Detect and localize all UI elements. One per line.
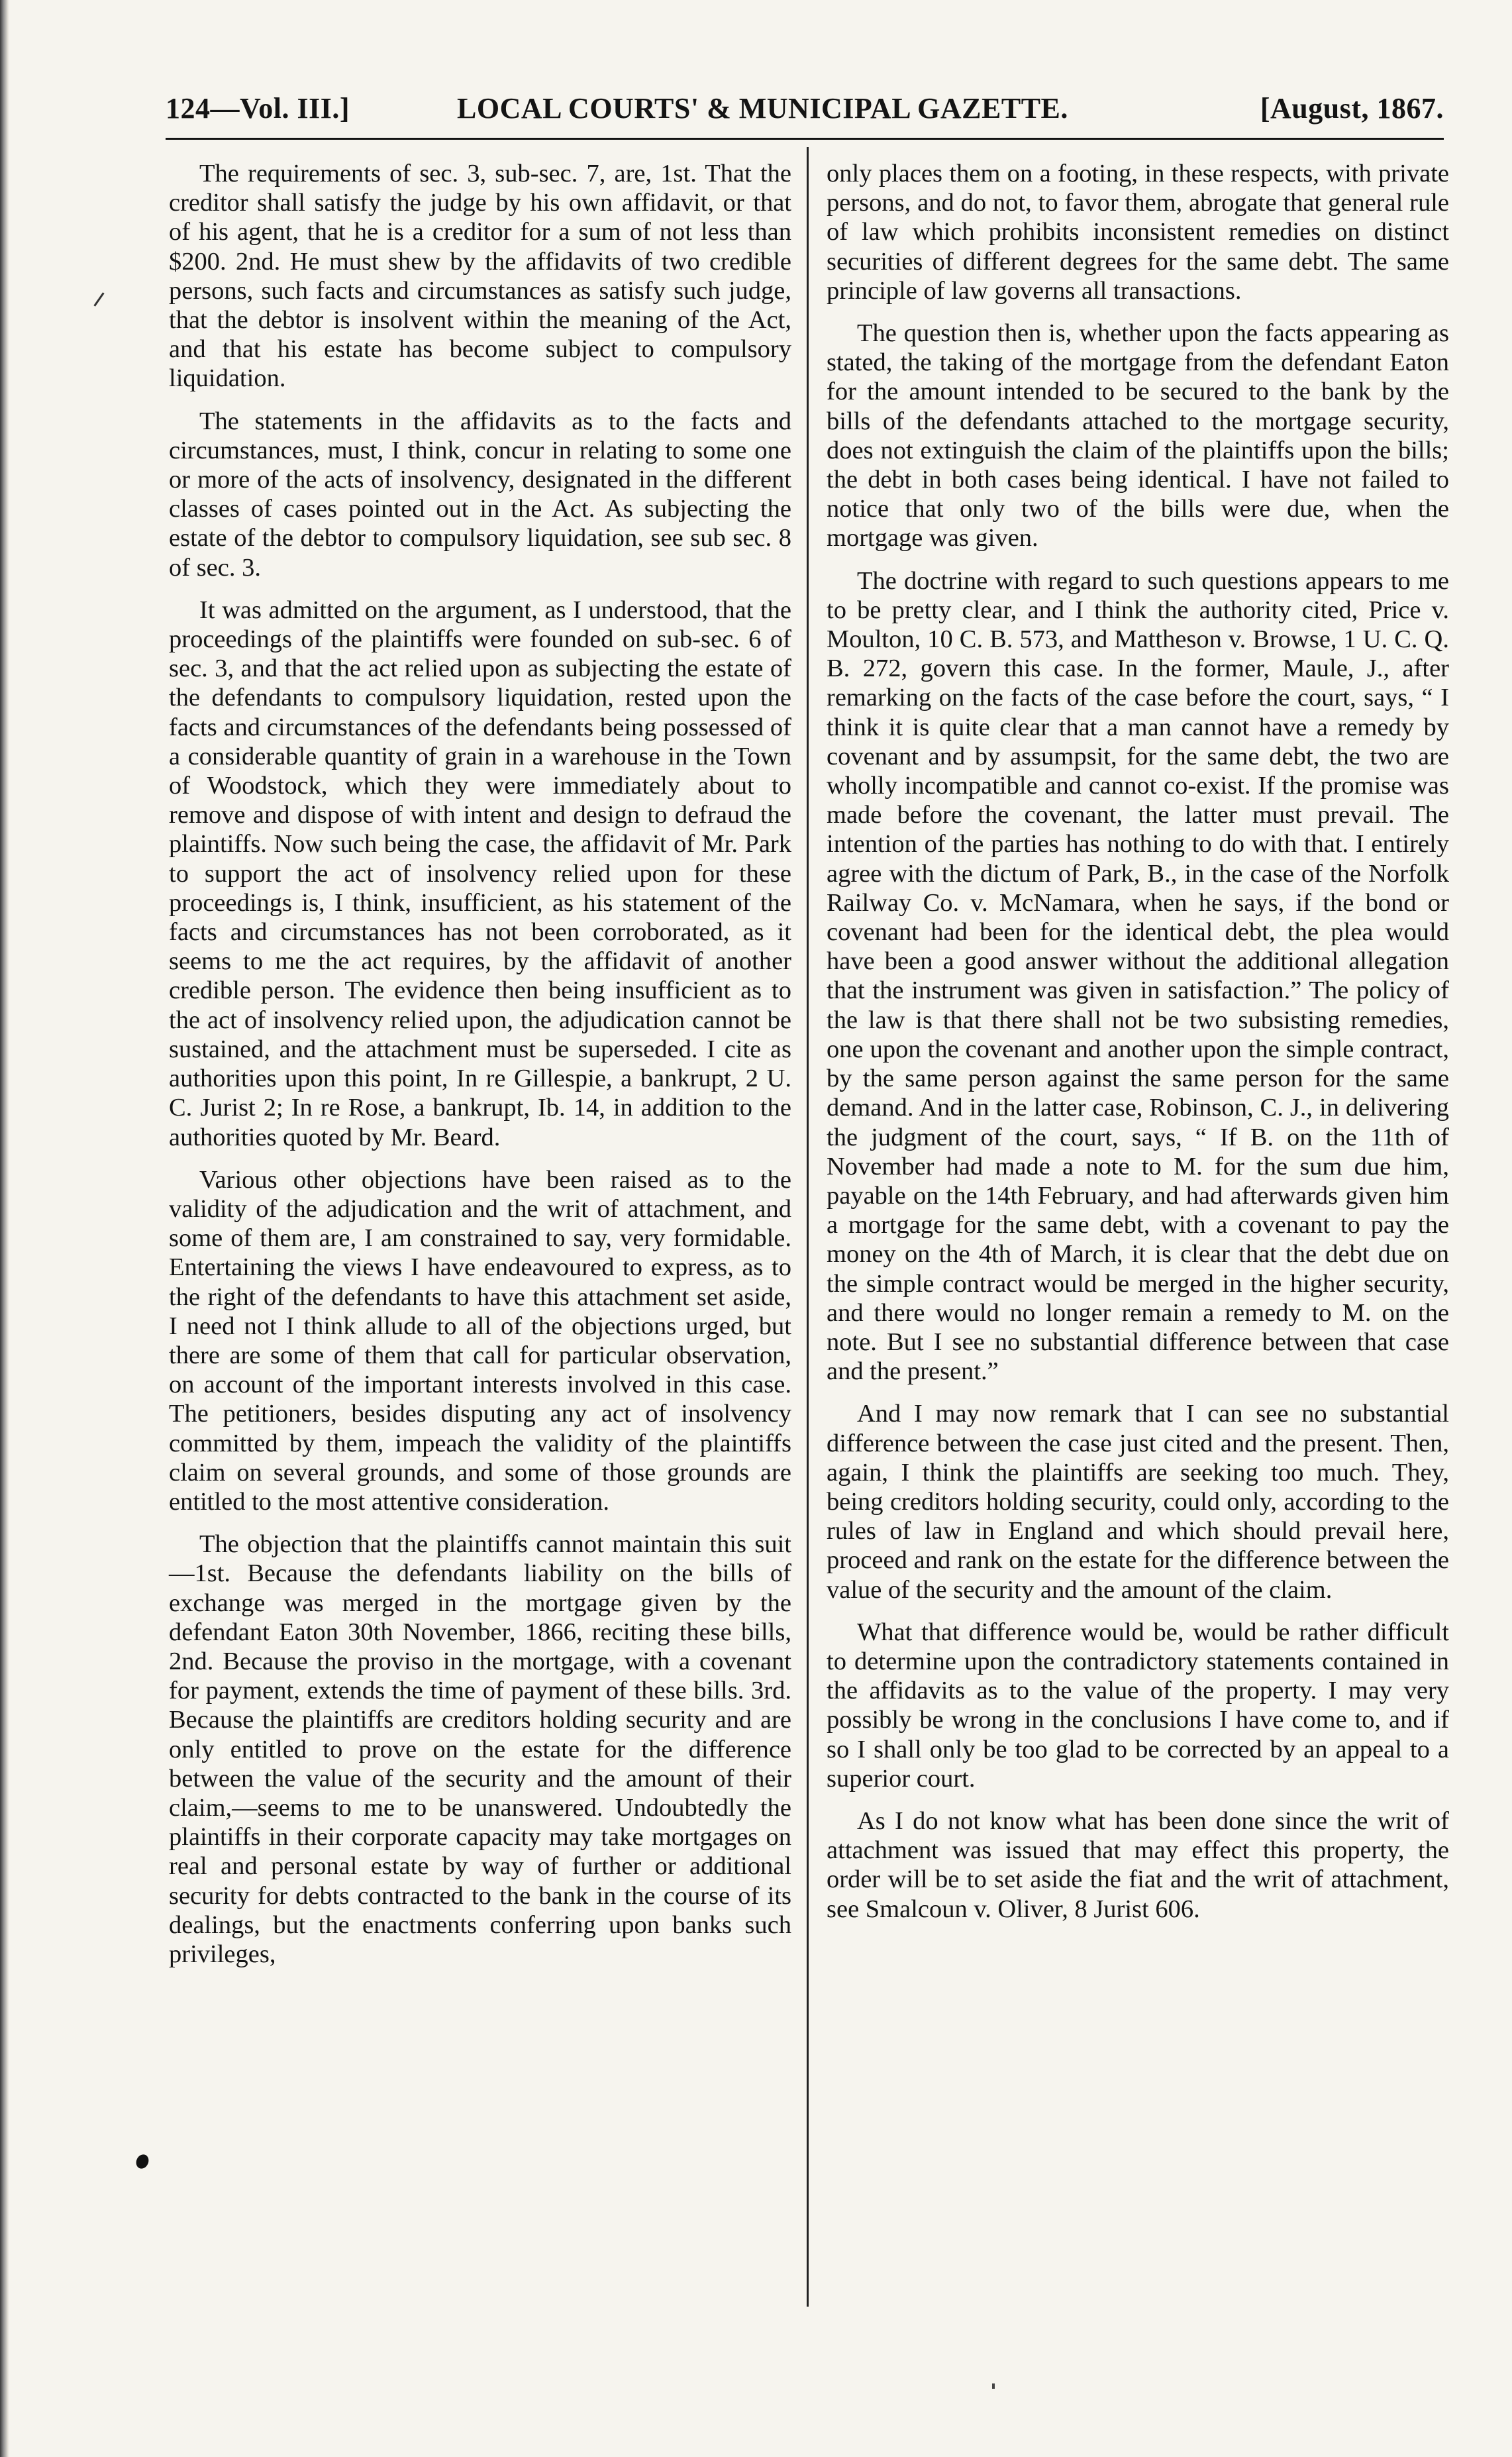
binding-edge-shadow [0, 0, 9, 2457]
paragraph: The objection that the plaintiffs cannot maintain this suit—1st. Because the defendants liability on the bills of exchange was merged in the mortgage given by the defendant Eaton 30th November, 1866, reciting these bills, 2nd. Because the proviso in the mortgage, with a covenant for payment, extends the time of payment of these bills. 3rd. Because the plaintiffs are creditors holding security and are only entitled to prove on the estate for the difference between the value of the security and the amount of their claim,—seems to me to be unanswered. Undoubtedly the plaintiffs in their corporate capacity may take mortgages on real and personal estate by way of further or additional security for debts contracted to the bank in the course of its dealings, but the enactments conferring upon banks such privileges, [169, 1530, 791, 1968]
header-page-volume: 124—Vol. III.] [166, 92, 350, 125]
paragraph: The statements in the affidavits as to the facts and circumstances, must, I think, concur in relating to some one or more of the acts of insolvency, designated in the different classes of cases pointed out in the Act. As subjecting the estate of the debtor to compulsory liquidation, see sub sec. 8 of sec. 3. [169, 407, 791, 582]
paragraph: What that difference would be, would be rather difficult to determine upon the contradictory statements contained in the affidavits as to the value of the property. I may very possibly be wrong in the conclusions I have come to, and if so I shall only be too glad to be corrected by an appeal to a superior court. [827, 1618, 1449, 1793]
header-publication-title: LOCAL COURTS' & MUNICIPAL GAZETTE. [457, 92, 1068, 125]
paragraph: Various other objections have been raised as to the validity of the adjudication and the writ of attachment, and some of them are, I am constrained to say, very formidable. Entertaining the views I have endeavoured to express, as to the right of the defendants to have this attachment set aside, I need not I think allude to all of the objections urged, but there are some of them that call for particular observation, on account of the important interests involved in this case. The petitioners, besides disputing any act of insolvency committed by them, impeach the validity of the plaintiffs claim on several grounds, and some of those grounds are entitled to the most attentive consideration. [169, 1165, 791, 1516]
margin-pencil-mark [93, 292, 104, 306]
paragraph: The requirements of sec. 3, sub-sec. 7, are, 1st. That the creditor shall satisfy the judge by his own affidavit, or that of his agent, that he is a creditor for a sum of not less than $200. 2nd. He must shew by the affidavits of two credible persons, such facts and circumstances as satisfy such judge, that the debtor is insolvent within the meaning of the Act, and that his estate has become subject to compulsory liquidation. [169, 160, 791, 393]
ink-dot-mark [992, 2383, 995, 2389]
ink-smudge-mark [134, 2152, 151, 2171]
paragraph: It was admitted on the argument, as I understood, that the proceedings of the plaintiffs were founded on sub-sec. 6 of sec. 3, and that the act relied upon as subjecting the estate of the defendants to compulsory liquidation, rested upon the facts and circumstances of the defendants being possessed of a considerable quantity of grain in a warehouse in the Town of Woodstock, which they were immediately about to remove and dispose of with intent and design to defraud the plaintiffs. Now such being the case, the affidavit of Mr. Park to support the act of insolvency relied upon for these proceedings is, I think, insufficient, as his statement of the facts and circumstances has not been corroborated, as it seems to me the act requires, by the affidavit of another credible person. The evidence then being insufficient as to the act of insolvency relied upon, the adjudication cannot be sustained, and the attachment must be superseded. I cite as authorities upon this point, In re Gillespie, a bankrupt, 2 U. C. Jurist 2; In re Rose, a bankrupt, Ib. 14, in addition to the authorities quoted by Mr. Beard. [169, 596, 791, 1151]
header-date: [August, 1867. [1260, 92, 1444, 125]
paragraph: And I may now remark that I can see no substantial difference between the case just cited and the present. Then, again, I think the plaintiffs are seeking too much. They, being creditors holding security, could only, according to the rules of law in England and which should prevail here, proceed and rank on the estate for the difference between the value of the security and the amount of the claim. [827, 1400, 1449, 1604]
running-header [166, 91, 1444, 131]
header-rule [166, 138, 1444, 140]
column-divider [807, 147, 809, 2307]
paragraph: As I do not know what has been done since the writ of attachment was issued that may effect this property, the order will be to set aside the fiat and the writ of attachment, see Smalcoun v. Oliver, 8 Jurist 606. [827, 1806, 1449, 1923]
paragraph: only places them on a footing, in these respects, with private persons, and do not, to favor them, abrogate that general rule of law which prohibits inconsistent remedies on distinct securities of different degrees for the same debt. The same principle of law governs all transactions. [827, 160, 1449, 305]
paragraph: The question then is, whether upon the facts appearing as stated, the taking of the mortgage from the defendant Eaton for the amount intended to be secured to the bank by the bills of the defendants attached to the mortgage security, does not extinguish the claim of the plaintiffs upon the bills; the debt in both cases being identical. I have not failed to notice that only two of the bills were due, when the mortgage was given. [827, 319, 1449, 552]
left-column [169, 159, 791, 1982]
paragraph: The doctrine with regard to such questions appears to me to be pretty clear, and I think the authority cited, Price v. Moulton, 10 C. B. 573, and Mattheson v. Browse, 1 U. C. Q. B. 272, govern this case. In the former, Maule, J., after remarking on the facts of the case before the court, says, “ I think it is quite clear that a man cannot have a remedy by covenant and by assumpsit, for the same debt, the two are wholly incompatible and cannot co-exist. If the promise was made before the covenant, the latter must prevail. The intention of the parties has nothing to do with that. I entirely agree with the dictum of Park, B., in the case of the Norfolk Railway Co. v. McNamara, when he says, if the bond or covenant had been for the identical debt, the plea would have been a good answer without the additional allegation that the instrument was given in satisfaction.” The policy of the law is that there shall not be two subsisting remedies, one upon the covenant and another upon the simple contract, by the same person against the same person for the same demand. And in the latter case, Robinson, C. J., in delivering the judgment of the court, says, “ If B. on the 11th of November had made a note to M. for the sum due him, payable on the 14th February, and had afterwards given him a mortgage for the same debt, with a covenant to pay the money on the 4th of March, it is clear that the debt due on the simple contract would be merged in the higher security, and there would no longer remain a remedy to M. on the note. But I see no substantial difference between that case and the present.” [827, 566, 1449, 1386]
right-column [827, 159, 1449, 1937]
